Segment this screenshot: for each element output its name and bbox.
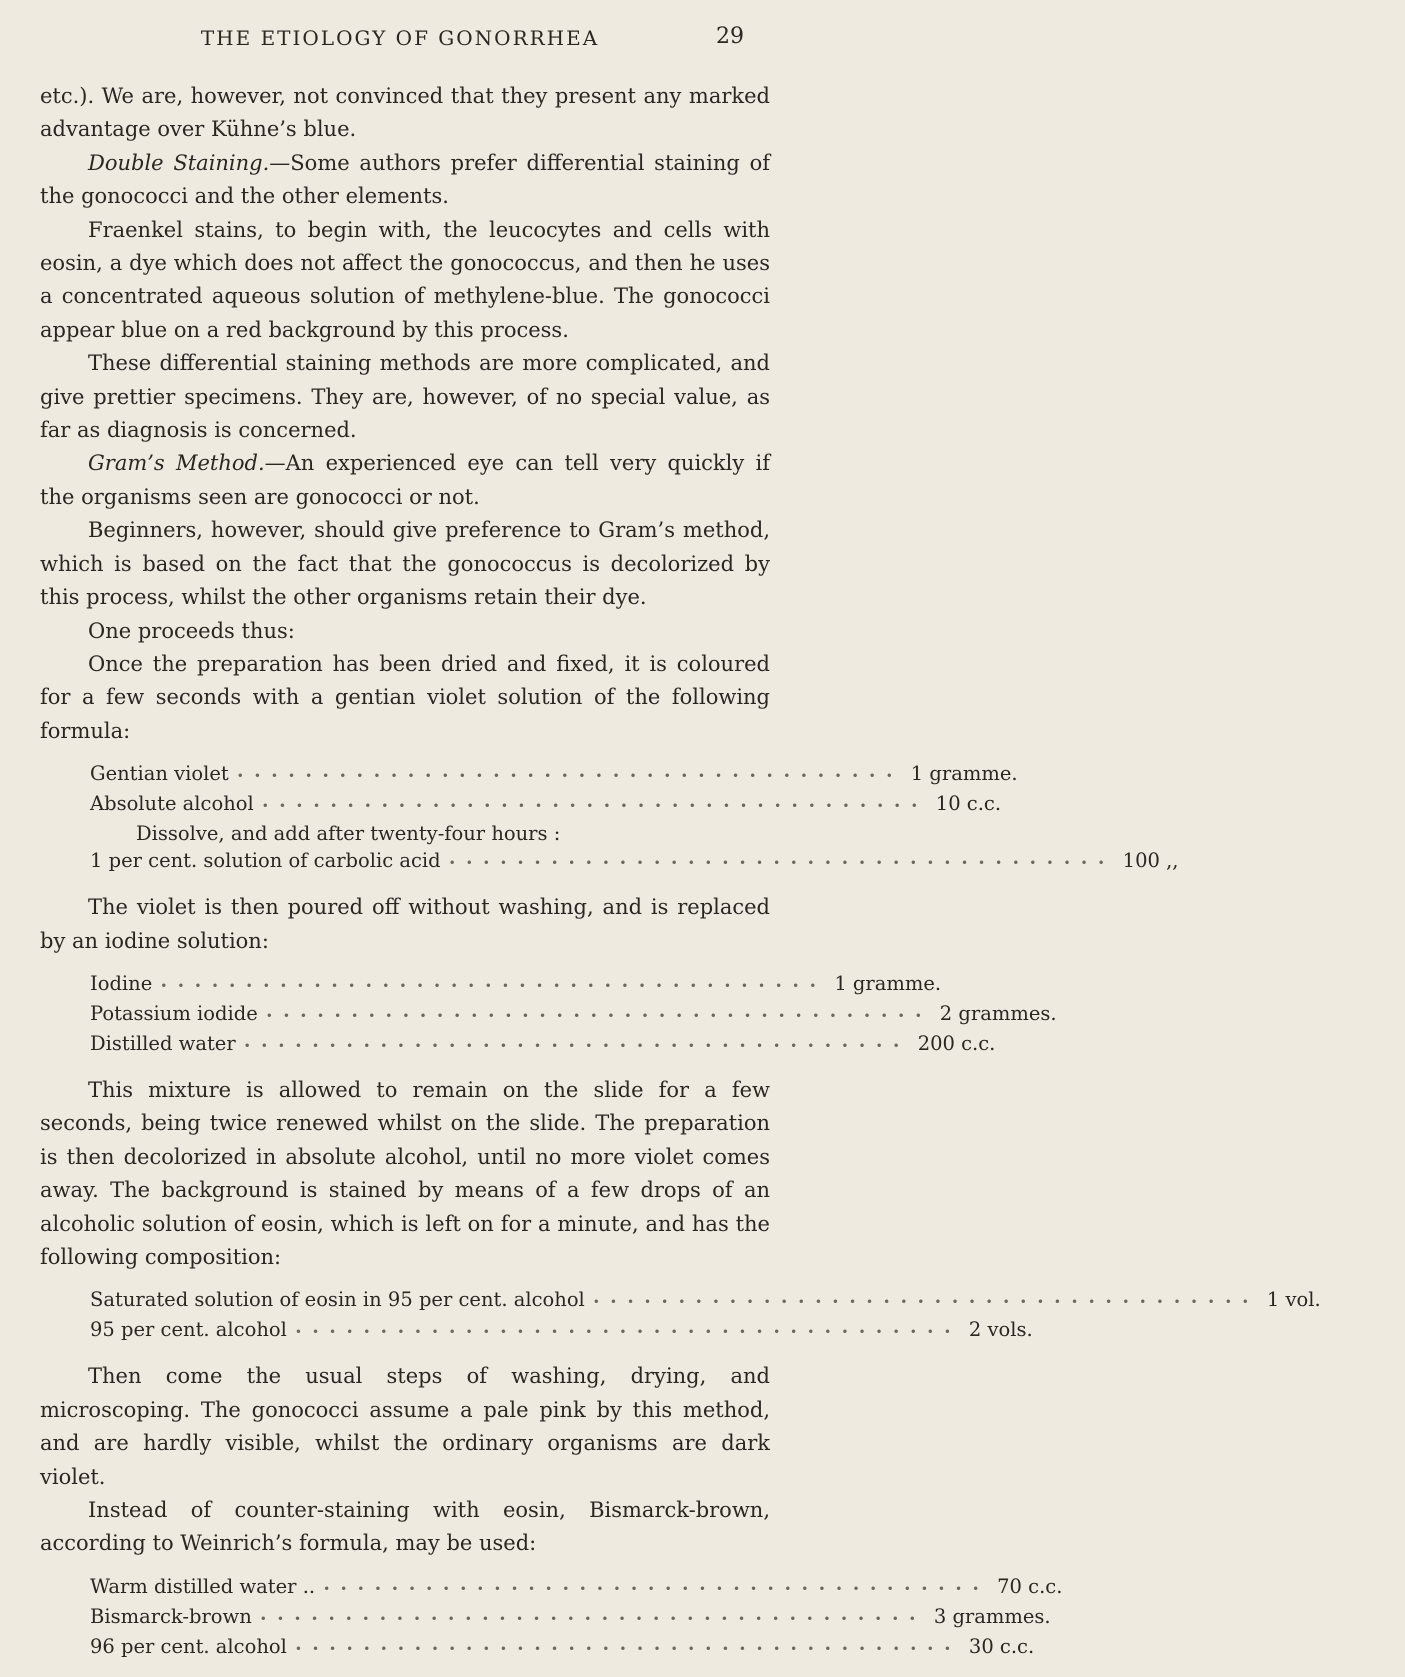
section-heading: Gram’s Method. — [88, 451, 265, 476]
ingredient-amount: 1 gramme. — [834, 971, 942, 995]
ingredient-name: 96 per cent. alcohol — [90, 1634, 287, 1658]
ingredient-amount: 10 c.c. — [935, 792, 1002, 816]
paragraph: This mixture is allowed to remain on the slide for a few seconds, being twice renewed whilst on the slide. The preparation is then decolorized in absolute alcohol, until no more violet comes away. The background is stained by means of a few drops of an alcoholic solution of eosin, which is left on for a minute, and has the following composition: — [40, 1077, 770, 1269]
ingredient-name: 95 per cent. alcohol — [90, 1318, 287, 1342]
paragraph: These differential staining methods are more complicated, and give prettier specimens. They are, however, of no special value, as far as diagnosis is concerned. — [40, 351, 770, 443]
ingredient-amount: 1 gramme. — [910, 762, 1018, 786]
ingredient-name: Warm distilled water .. — [90, 1574, 316, 1598]
ingredient-name: Potassium iodide — [90, 1001, 258, 1025]
formula-eosin — [90, 1286, 1321, 1346]
paragraph: etc.). We are, however, not convinced that they present any marked advantage over Kühne’s blue. — [40, 84, 770, 142]
ingredient-name: Bismarck-brown — [90, 1604, 252, 1628]
paragraph — [40, 147, 770, 214]
formula-row: Warm distilled water .. ••••••••••••••••••••••••••••••••••••••• 70 c.c. — [90, 1573, 750, 1603]
ingredient-name: Saturated solution of eosin in 95 per cent. alcohol — [90, 1288, 585, 1312]
ingredient-amount: 3 grammes. — [933, 1604, 1051, 1628]
paragraph: One proceeds thus: — [88, 618, 295, 643]
paragraph — [40, 447, 770, 514]
formula-note: Dissolve, and add after twenty-four hours : — [136, 822, 561, 846]
ingredient-amount: 1 vol. — [1266, 1288, 1321, 1312]
ingredient-amount: 30 c.c. — [968, 1634, 1035, 1658]
ingredient-name: Gentian violet — [90, 762, 229, 786]
formula-row: Absolute alcohol ••••••••••••••••••••••••••••••••••••••• 10 c.c. — [90, 790, 750, 820]
ingredient-name: Absolute alcohol — [90, 792, 254, 816]
formula-row: Bismarck-brown ••••••••••••••••••••••••••••••••••••••• 3 grammes. — [90, 1603, 750, 1633]
paragraph: Instead of counter-staining with eosin, Bismarck-brown, according to Weinrich’s formula, may be used: — [40, 1498, 770, 1556]
formula-bismarck-brown — [90, 1573, 1063, 1663]
formula-row: 96 per cent. alcohol ••••••••••••••••••••••••••••••••••••••• 30 c.c. — [90, 1633, 750, 1663]
paragraph: Once the preparation has been dried and fixed, it is coloured for a few seconds with a gentian violet solution of the following formula: — [40, 651, 770, 743]
paragraph-text: —Some authors prefer differential staining of the gonococci and the other elements. — [40, 150, 771, 209]
ingredient-amount: 2 vols. — [968, 1318, 1033, 1342]
formula-row: Distilled water ••••••••••••••••••••••••••••••••••••••• 200 c.c. — [90, 1030, 750, 1060]
ingredient-amount: 100 ,, — [1122, 849, 1179, 873]
formula-row: Saturated solution of eosin in 95 per cent. alcohol ••••••••••••••••••••••••••••••••••••••• 1 vol. — [90, 1286, 750, 1316]
paragraph: Then come the usual steps of washing, drying, and microscoping. The gonococci assume a pale pink by this method, and are hardly visible, whilst the ordinary organisms are dark violet. — [40, 1364, 770, 1489]
formula-row: Iodine ••••••••••••••••••••••••••••••••••••••• 1 gramme. — [90, 970, 750, 1000]
ingredient-amount: 2 grammes. — [939, 1001, 1057, 1025]
paragraph-text: —An experienced eye can tell very quickly if the organisms seen are gonococci or not. — [40, 451, 771, 509]
running-title: THE ETIOLOGY OF GONORRHEA — [200, 26, 600, 50]
formula-row: 1 per cent. solution of carbolic acid ••••••••••••••••••••••••••••••••••••••• 100 ,, — [90, 847, 750, 877]
formula-row: Potassium iodide ••••••••••••••••••••••••••••••••••••••• 2 grammes. — [90, 1000, 750, 1030]
paragraph: The violet is then poured off without washing, and is replaced by an iodine solution: — [40, 895, 770, 953]
formula-row: 95 per cent. alcohol ••••••••••••••••••••••••••••••••••••••• 2 vols. — [90, 1316, 750, 1346]
ingredient-name: Distilled water — [90, 1031, 236, 1055]
ingredient-amount: 200 c.c. — [917, 1031, 996, 1055]
ingredient-name: 1 per cent. solution of carbolic acid — [90, 849, 441, 873]
running-head — [0, 26, 800, 54]
formula-row: Gentian violet ••••••••••••••••••••••••••••••••••••••• 1 gramme. — [90, 760, 750, 790]
section-heading: Double Staining. — [88, 150, 270, 175]
page-number: 29 — [716, 24, 744, 49]
formula-iodine — [90, 970, 1057, 1060]
ingredient-amount: 70 c.c. — [997, 1574, 1063, 1598]
body-text — [40, 80, 1321, 1677]
ingredient-name: Iodine — [90, 971, 153, 995]
paragraph: Fraenkel stains, to begin with, the leucocytes and cells with eosin, a dye which does not affect the gonococcus, and then he uses a concentrated aqueous solution of methylene-blue. The gonococci appear blue on a red background by this process. — [40, 217, 770, 342]
formula-gentian-violet — [90, 760, 1179, 877]
paragraph: Beginners, however, should give preference to Gram’s method, which is based on the fact that the gonococcus is decolorized by this process, whilst the other organisms retain their dye. — [40, 518, 770, 610]
